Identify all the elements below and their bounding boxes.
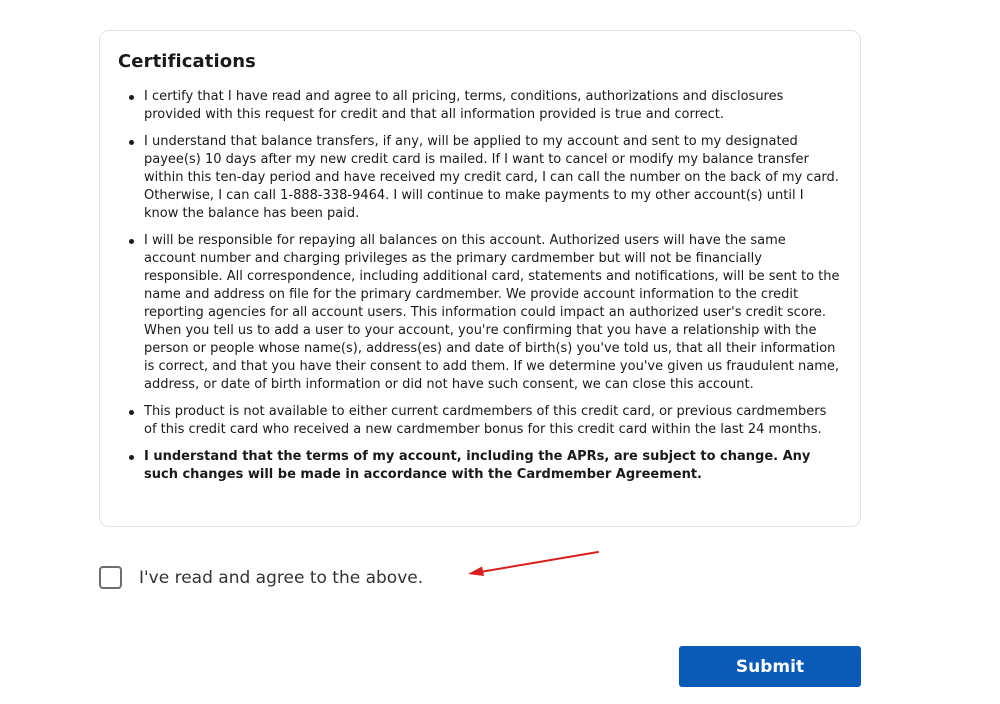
agree-label[interactable]: I've read and agree to the above. (139, 567, 424, 588)
certification-item-terms-change: I understand that the terms of my account, including the APRs, are subject to change. Any such changes will be made in accordance with the Cardmember Agreement. (144, 448, 842, 484)
certification-item: This product is not available to either current cardmembers of this credit card, or previous cardmembers of this credit card who received a new cardmember bonus for this credit card within the last 24 months. (144, 403, 842, 439)
certifications-card (99, 30, 861, 527)
submit-button[interactable]: Submit (679, 646, 861, 687)
certification-item: I certify that I have read and agree to all pricing, terms, conditions, authorizations and disclosures provided with this request for credit and that all information provided is true and correct. (144, 88, 842, 124)
certification-item: I understand that balance transfers, if any, will be applied to my account and sent to my designated payee(s) 10 days after my new credit card is mailed. If I want to cancel or modify my balance transfer within this ten-day period and have received my credit card, I can call the number on the back of my card. Otherwise, I can call 1-888-338-9464. I will continue to make payments to my other account(s) until I know the balance has been paid. (144, 133, 842, 223)
agree-checkbox[interactable] (99, 566, 122, 589)
agree-row[interactable] (99, 566, 423, 589)
certifications-title: Certifications (118, 51, 256, 72)
certifications-list (118, 88, 842, 484)
red-arrow-icon (460, 545, 605, 580)
certification-item: I will be responsible for repaying all balances on this account. Authorized users will have the same account number and charging privileges as the primary cardmember but will not be financially responsible. All correspondence, including additional card, statements and notifications, will be sent to the name and address on file for the primary cardmember. We provide account information to the credit reporting agencies for all account users. This information could impact an authorized user's credit score. When you tell us to add a user to your account, you're confirming that you have a relationship with the person or people whose name(s), address(es) and date of birth(s) you've told us, that all their information is correct, and that you have their consent to add them. If we determine you've given us fraudulent name, address, or date of birth information or did not have such consent, we can close this account. (144, 232, 842, 394)
